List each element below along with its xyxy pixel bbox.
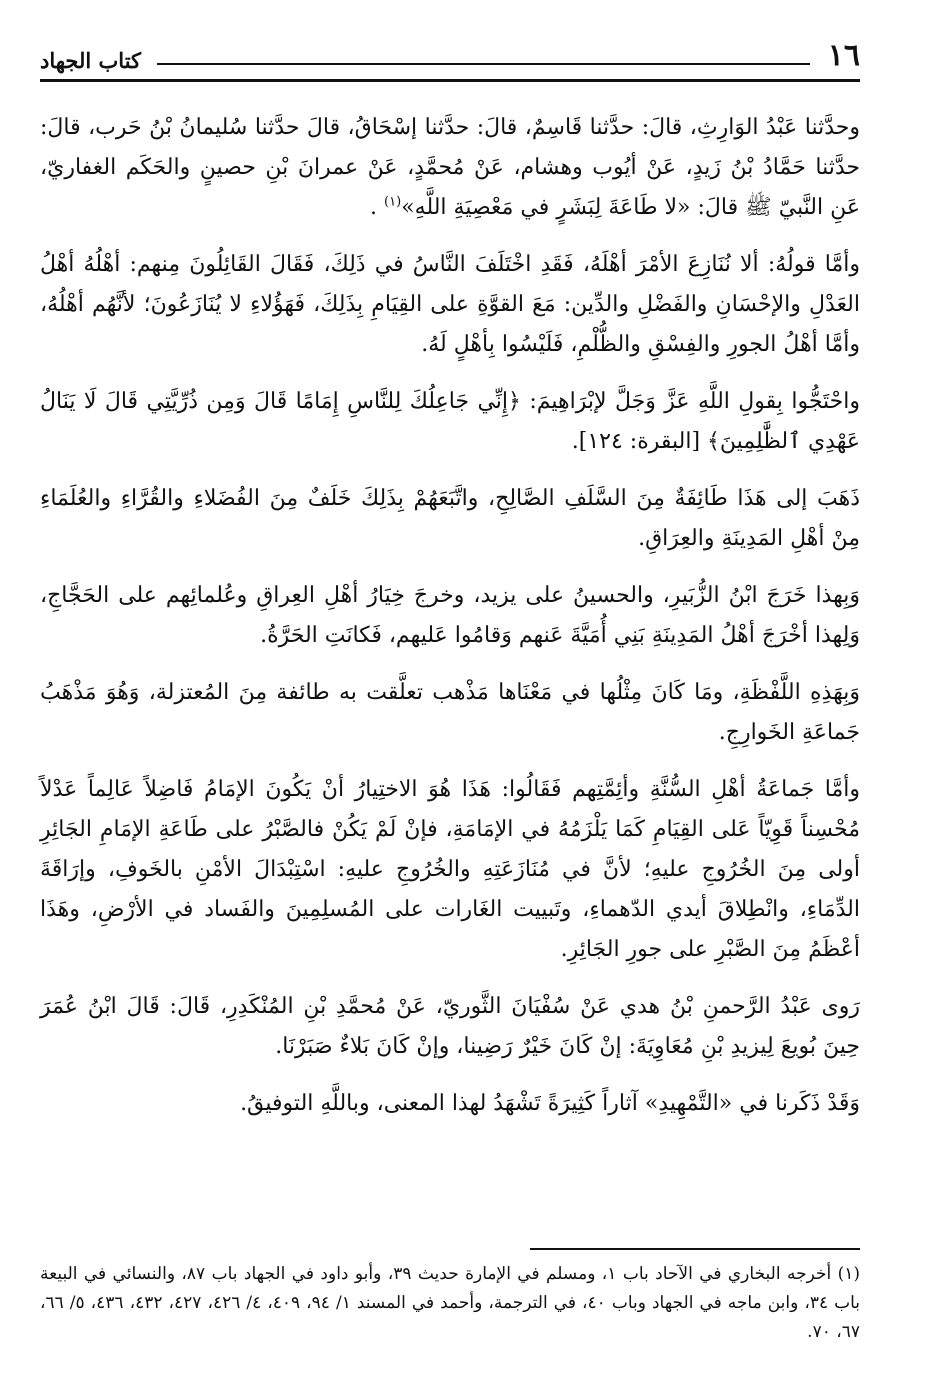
paragraph: وَبِهذا خَرَجَ ابْنُ الزُّبَيرِ، والحسينُ على يزيد، وخرجَ خِيَارُ أهْلِ العِراقِ وعُلمائِهم على الحَجَّاجِ، وَلِهذا أخْرَجَ أهْلُ المَدِينَةِ بَنِي أُمَيَّةَ عَنهم وَقامُوا عَليهم، فَكانَتِ الحَرَّةُ. xyxy=(40,583,860,648)
paragraph: وأمَّا قولُهُ: ألا نُنَازِعَ الأمْرَ أهْلَهُ، فَقَدِ اخْتَلَفَ النَّاسُ في ذَلِكَ، فَقَالَ القَائِلُونَ مِنهم: أهْلُهُ أهْلُ العَدْلِ والإحْسَانِ والفَضْلِ والدِّين: مَعَ القوَّةِ على القِيَامِ بِذَلِكَ، فَهَؤُلاءِ لا يُنَازَعُونَ؛ لأنَّهُم أهْلُهُ، وأمَّا أهْلُ الجورِ والفِسْقِ والظُّلْمِ، فَلَيْسُوا بِأهْلٍ لَهُ. xyxy=(40,252,860,357)
paragraph: رَوى عَبْدُ الرَّحمنِ بْنُ هدي عَنْ سُفْيَانَ الثَّوريّ، عَنْ مُحمَّدِ بْنِ المُنْكَدِرِ، قَالَ: قَالَ ابْنُ عُمَرَ حِينَ بُويعَ لِيزيدِ بْنِ مُعَاوِيَةَ: إنْ كَانَ خَيْرٌ رَضِينا، وإنْ كَانَ بَلاءٌ صَبَرْنَا. xyxy=(40,994,860,1059)
paragraph: وأمَّا جَماعَةُ أهْلِ السُّنَّةِ وأئِمَّتِهم فَقَالُوا: هَذَا هُوَ الاختِيارُ أنْ يَكُونَ الإمَامُ فَاضِلاً عَالِماً عَدْلاً مُحْسِناً قَوِيّاً عَلى القِيَامِ كَمَا يَلْزَمُهُ في الإمَامَةِ، فإنْ لَمْ يَكُنْ فالصَّبْرُ على طَاعَةِ الإمَامِ الجَائِرِ أولى مِنَ الخُرُوجِ عليهِ؛ لأنَّ في مُنَازَعَتِهِ والخُرُوجِ عليهِ: اسْتِبْدَالَ الأمْنِ بالخَوفِ، وإرَاقَةَ الدِّمَاءِ، وانْطِلاقَ أيدي الدّهماءِ، وتَبييت الغَارات على المُسلِمِينَ والفَساد في الأرْضِ، وهَذَا أعْظَمُ مِنَ الصَّبْرِ على جورِ الجَائِرِ. xyxy=(40,777,860,962)
paragraph: واحْتَجُّوا بِقولِ اللَّهِ عَزَّ وَجَلَّ لإبْرَاهِيمَ: ﴿إِنِّي جَاعِلُكَ لِلنَّاسِ إِمَامًا قَالَ وَمِن ذُرِّيَّتِي قَالَ لَا يَنَالُ عَهْدِي ٱلظَّٰلِمِينَ﴾ [البقرة: ١٢٤]. xyxy=(40,389,860,454)
paragraph: وَقَدْ ذَكَرنا في «التَّمْهِيدِ» آثاراً كَثِيرَةً تَشْهَدُ لهذا المعنى، وباللَّهِ التوفيقُ. xyxy=(240,1091,860,1116)
paragraph: وَبِهَذِهِ اللَّفْظَةِ، ومَا كَانَ مِثْلُها في مَعْنَاها مَذْهب تعلَّقت به طائفة مِنَ المُعتزلة، وَهُوَ مَذْهَبُ جَماعَةِ الخَوارِجِ. xyxy=(40,680,860,745)
page-header xyxy=(40,32,860,82)
running-title: كتاب الجهاد xyxy=(40,48,142,73)
footnotes xyxy=(40,1260,860,1347)
paragraph-text: وحدَّثنا عَبْدُ الوَارِثِ، قالَ: حدَّثنا قَاسِمٌ، قالَ: حدَّثنا إسْحَاقُ، قالَ حدَّثنا سُليمانُ بْنُ حَرب، قالَ: حدَّثنا حَمَّادُ بْنُ زَيدٍ، عَنْ أيُوب وهشام، عَنْ مُحمَّدٍ، عَنْ عمرانَ بْنِ حصينٍ والحَكَم الغفاريّ، عَنِ النَّبيّ ﷺ قالَ: «لا طَاعَةَ لِبَشَرٍ في مَعْصِيَةِ اللَّهِ» xyxy=(40,115,860,220)
paragraph-end: . xyxy=(370,195,385,220)
footnote-text: (١) أخرجه البخاري في الآحاد باب ١، ومسلم في الإمارة حديث ٣٩، وأبو داود في الجهاد باب ٨٧، والنسائي في البيعة باب ٣٤، وابن ماجه في الجهاد وباب ٤٠، في الترجمة، وأحمد في المسند ١/ ٩٤، ٤٠٩، ٤/ ٤٢٦، ٤٢٧، ٤٣٢، ٤٣٦، ٥/ ٦٦، ٦٧، ٧٠. xyxy=(40,1264,861,1342)
main-text xyxy=(40,108,860,1124)
footnote-separator xyxy=(530,1248,860,1250)
paragraph: ذَهَبَ إلى هَذَا طَائِفَةٌ مِنَ السَّلَفِ الصَّالِحِ، واتَّبَعَهُمْ بِذَلِكَ خَلَفٌ مِنَ الفُضَلاءِ والقُرَّاءِ والعُلَمَاءِ مِنْ أهْلِ المَدِينَةِ والعِرَاقِ. xyxy=(40,486,860,551)
footnote-reference: (١) xyxy=(384,194,402,210)
header-rule xyxy=(157,63,810,65)
page-number: ١٦ xyxy=(827,38,860,73)
paragraph-hadith xyxy=(40,108,860,228)
book-page xyxy=(40,32,860,1362)
